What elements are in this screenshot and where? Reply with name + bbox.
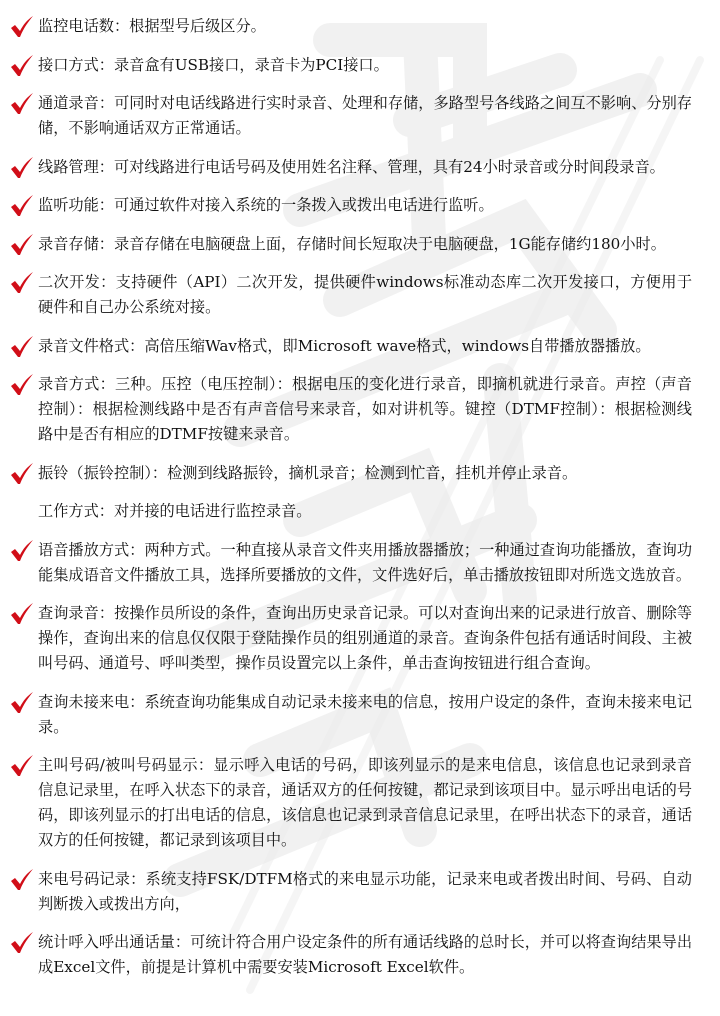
feature-list bbox=[0, 14, 720, 994]
checkmark-icon bbox=[10, 272, 34, 294]
item-text: 可统计符合用户设定条件的所有通话线路的总时长，并可以将查询结果导出成Excel文件，前提是计算机中需要安装Microsoft Excel软件。 bbox=[38, 933, 693, 976]
checkmark-icon bbox=[10, 93, 34, 115]
item-text: 系统查询功能集成自动记录未接来电的信息，按用户设定的条件，查询未接来电记录。 bbox=[38, 692, 693, 736]
item-label: 工作方式： bbox=[38, 502, 114, 520]
checkmark-icon bbox=[10, 16, 34, 38]
item-text: 按操作员所设的条件，查询出历史录音记录。可以对查询出来的记录进行放音、删除等操作，查询出来的信息仅仅限于登陆操作员的组别通道的录音。查询条件包括有通话时间段、主被叫号码、通道号、呼叫类型，操作员设置完以上条件，单击查询按钮进行组合查询。 bbox=[38, 604, 693, 672]
checkmark-icon bbox=[10, 374, 34, 396]
list-item bbox=[0, 270, 720, 320]
list-item bbox=[0, 690, 720, 740]
list-item bbox=[0, 53, 720, 78]
checkmark-icon bbox=[10, 463, 34, 485]
item-text: 支持硬件（API）二次开发，提供硬件windows标准动态库二次开发接口，方便用于硬件和自己办公系统对接。 bbox=[38, 273, 693, 316]
list-item bbox=[0, 155, 720, 180]
checkmark-icon bbox=[10, 234, 34, 256]
item-text: 录音存储在电脑硬盘上面，存储时间长短取决于电脑硬盘，1G能存储约180小时。 bbox=[113, 234, 666, 253]
item-label: 接口方式： bbox=[38, 55, 114, 74]
list-item bbox=[0, 461, 720, 486]
item-label: 统计呼入呼出通话量： bbox=[38, 933, 191, 951]
list-item bbox=[0, 538, 720, 588]
list-item bbox=[0, 753, 720, 853]
item-text: 录音盒有USB接口，录音卡为PCI接口。 bbox=[113, 55, 389, 74]
checkmark-icon bbox=[10, 336, 34, 358]
item-label: 振铃（振铃控制）： bbox=[38, 463, 168, 482]
item-text: 对并接的电话进行监控录音。 bbox=[113, 502, 312, 520]
checkmark-icon bbox=[10, 603, 34, 625]
item-label: 来电号码记录： bbox=[38, 869, 146, 888]
item-text: 可同时对电话线路进行实时录音、处理和存储，多路型号各线路之间互不影响、分别存储，不影响通话双方正常通话。 bbox=[38, 94, 693, 137]
item-label: 通道录音： bbox=[38, 94, 115, 112]
item-label: 监控电话数： bbox=[38, 17, 130, 35]
checkmark-icon bbox=[10, 755, 34, 777]
item-text: 系统支持FSK/DTFM格式的来电显示功能，记录来电或者拨出时间、号码、自动判断拨入或拨出方向， bbox=[38, 869, 692, 913]
item-label: 录音方式： bbox=[38, 375, 115, 393]
checkmark-icon bbox=[10, 869, 34, 891]
item-text: 三种。压控（电压控制）：根据电压的变化进行录音，即摘机就进行录音。声控（声音控制）：根据检测线路中是否有声音信号来录音，如对讲机等。键控（DTMF控制）：根据检测线路中是否有相应的DTMF按键来录音。 bbox=[38, 375, 692, 443]
item-text: 高倍压缩Wav格式，即Microsoft wave格式，windows自带播放器播放。 bbox=[144, 336, 651, 355]
list-item bbox=[0, 499, 720, 524]
list-item bbox=[0, 601, 720, 676]
list-item bbox=[0, 91, 720, 141]
item-text: 根据型号后级区分。 bbox=[129, 17, 266, 35]
item-text: 可通过软件对接入系统的一条拨入或拨出电话进行监听。 bbox=[113, 196, 494, 214]
item-text: 检测到线路振铃，摘机录音；检测到忙音，挂机并停止录音。 bbox=[167, 463, 578, 482]
item-label: 查询未接来电： bbox=[38, 692, 145, 711]
checkmark-icon bbox=[10, 55, 34, 77]
list-item bbox=[0, 372, 720, 447]
item-text: 显示呼入电话的号码，即该列显示的是来电信息，该信息也记录到录音信息记录里，在呼入状态下的录音，通话双方的任何按键，都记录到该项目中。显示呼出电话的号码，即该列显示的打出电话的信息，该信息也记录到录音信息记录里，在呼出状态下的录音，通话双方的任何按键，都记录到该项目中。 bbox=[38, 756, 692, 849]
item-label: 主叫号码/被叫号码显示： bbox=[38, 756, 214, 774]
checkmark-icon bbox=[10, 692, 34, 714]
item-label: 录音文件格式： bbox=[38, 336, 145, 355]
list-item bbox=[0, 867, 720, 917]
list-item bbox=[0, 232, 720, 257]
list-item bbox=[0, 193, 720, 218]
list-item bbox=[0, 930, 720, 980]
item-label: 二次开发： bbox=[38, 273, 116, 291]
item-text: 两种方式。一种直接从录音文件夹用播放器播放；一种通过查询功能播放，查询功能集成语音文件播放工具，选择所要播放的文件，文件选好后，单击播放按钮即对所选文选放音。 bbox=[38, 540, 693, 584]
item-label: 录音存储： bbox=[38, 234, 114, 253]
item-label: 线路管理： bbox=[38, 157, 114, 176]
checkmark-icon bbox=[10, 195, 34, 217]
item-label: 查询录音： bbox=[38, 604, 115, 622]
checkmark-icon bbox=[10, 540, 34, 562]
checkmark-icon bbox=[10, 932, 34, 954]
item-label: 语音播放方式： bbox=[38, 540, 145, 559]
checkmark-icon bbox=[10, 157, 34, 179]
list-item bbox=[0, 334, 720, 359]
list-item bbox=[0, 14, 720, 39]
item-text: 可对线路进行电话号码及使用姓名注释、管理，具有24小时录音或分时间段录音。 bbox=[113, 157, 665, 176]
item-label: 监听功能： bbox=[38, 196, 114, 214]
